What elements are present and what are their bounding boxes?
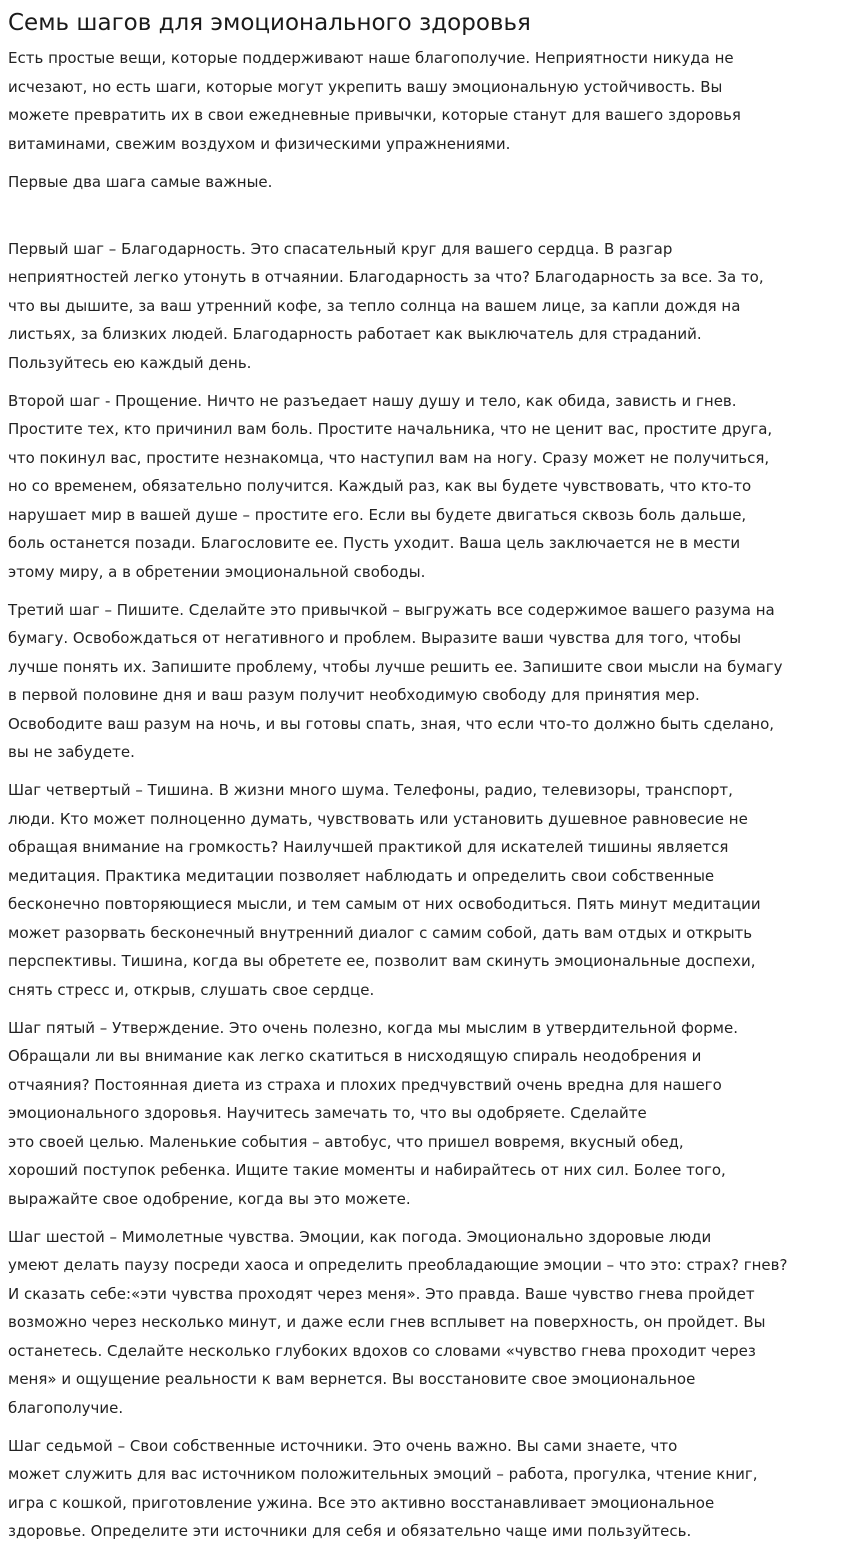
article-title: Семь шагов для эмоционального здоровья	[8, 10, 531, 36]
step-3-writing: Третий шаг – Пишите. Сделайте это привычкой – выгружать все содержимое вашего разума на бумагу. Освобождаться от негативного и проблем. Выразите ваши чувства для того, чтобы лучше понять их. Запишите проблему, чтобы лучше решить ее. Запишите свои мысли на бумагу в первой половине дня и ваш разум получит необходимую свободу для принятия мер. Освободите ваш разум на ночь, и вы готовы спать, зная, что если что-то должно быть сделано, вы не забудете.	[8, 600, 783, 761]
step-6-fleeting-feelings: Шаг шестой – Мимолетные чувства. Эмоции, как погода. Эмоционально здоровые люди умеют делать паузу посреди хаоса и определить преобладающие эмоции – что это: страх? гнев? И сказать себе:«эти чувства проходят через меня». Это правда. Ваше чувство гнева пройдет возможно через несколько минут, и даже если гнев всплывет на поверхность, он пройдет. Вы останетесь. Сделайте несколько глубоких вдохов со словами «чувство гнева проходит через меня» и ощущение реальности к вам вернется. Вы восстановите свое эмоциональное благополучие.	[8, 1227, 788, 1417]
intro-note: Первые два шага самые важные.	[8, 172, 273, 191]
step-7-own-sources: Шаг седьмой – Свои собственные источники. Это очень важно. Вы сами знаете, что может служить для вас источником положительных эмоций – работа, прогулка, чтение книг, игра с кошкой, приготовление ужина. Все это активно восстанавливает эмоциональное здоровье. Определите эти источники для себя и обязательно чаще ими пользуйтесь.	[8, 1436, 758, 1540]
step-5-affirmation: Шаг пятый – Утверждение. Это очень полезно, когда мы мыслим в утвердительной форме. Обращали ли вы внимание как легко скатиться в нисходящую спираль неодобрения и отчаяния? Постоянная диета из страха и плохих предчувствий очень вредна для нашего эмоционального здоровья. Научитесь замечать то, что вы одобряете. Сделайте это своей целью. Маленькие события – автобус, что пришел вовремя, вкусный обед, хороший поступок ребенка. Ищите такие моменты и набирайтесь от них сил. Более того, выражайте свое одобрение, когда вы это можете.	[8, 1018, 738, 1208]
paragraph-spacer	[8, 206, 839, 235]
step-2-forgiveness: Второй шаг - Прощение. Ничто не разъедает нашу душу и тело, как обида, зависть и гнев. Простите тех, кто причинил вам боль. Простите начальника, что не ценит вас, простите друга, что покинул вас, простите незнакомца, что наступил вам на ногу. Сразу может не получиться, но со временем, обязательно получится. Каждый раз, как вы будете чувствовать, что кто-то нарушает мир в вашей душе – простите его. Если вы будете двигаться сквозь боль дальше, боль останется позади. Благословите ее. Пусть уходит. Ваша цель заключается не в мести этому миру, а в обретении эмоциональной свободы.	[8, 391, 773, 581]
step-4-silence: Шаг четвертый – Тишина. В жизни много шума. Телефоны, радио, телевизоры, транспорт, люди. Кто может полноценно думать, чувствовать или установить душевное равновесие не обращая внимание на громкость? Наилучшей практикой для искателей тишины является медитация. Практика медитации позволяет наблюдать и определить свои собственные бесконечно повторяющиеся мысли, и тем самым от них освободиться. Пять минут медитации может разорвать бесконечный внутренний диалог с самим собой, дать вам отдых и открыть перспективы. Тишина, когда вы обретете ее, позволит вам скинуть эмоциональные доспехи, снять стресс и, открыв, слушать свое сердце.	[8, 781, 761, 999]
step-1-gratitude: Первый шаг – Благодарность. Это спасательный круг для вашего сердца. В разгар неприятностей легко утонуть в отчаянии. Благодарность за что? Благодарность за все. За то, что вы дышите, за ваш утренний кофе, за тепло солнца на вашем лице, за капли дождя на листьях, за близких людей. Благодарность работает как выключатель для страданий. Пользуйтесь ею каждый день.	[8, 239, 764, 372]
intro-paragraph: Есть простые вещи, которые поддерживают наше благополучие. Неприятности никуда не исчезают, но есть шаги, которые могут укрепить вашу эмоциональную устойчивость. Вы можете превратить их в свои ежедневные привычки, которые станут для вашего здоровья витаминами, свежим воздухом и физическими упражнениями.	[8, 49, 741, 153]
